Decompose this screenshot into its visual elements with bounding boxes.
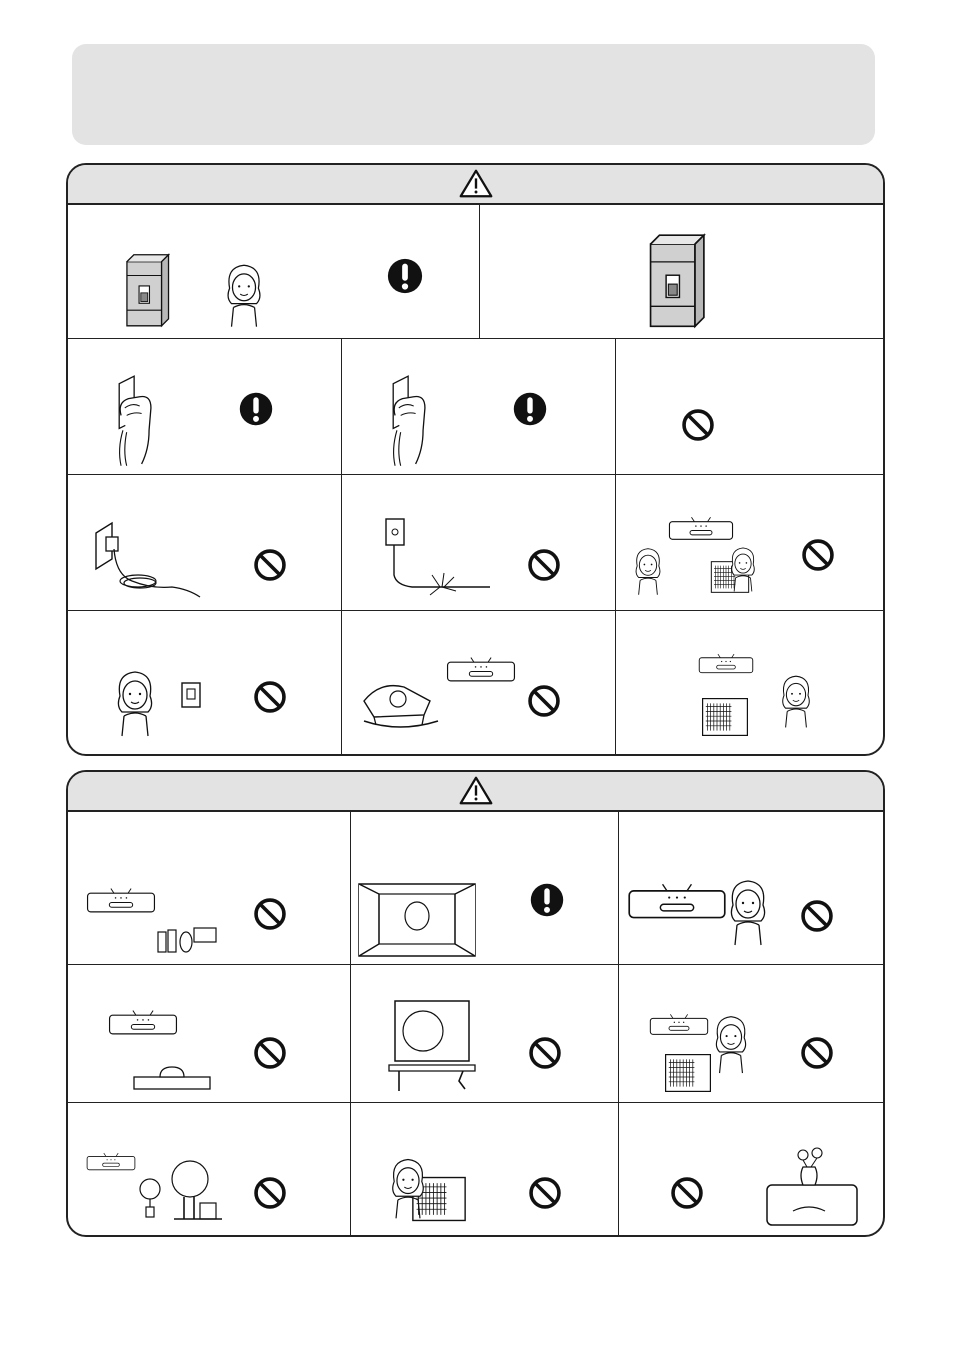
person-with-plants-illustration: [709, 1009, 753, 1079]
caution-cell-1-1: [68, 810, 351, 965]
coiled-power-cord-illustration: [92, 519, 202, 599]
prohibited-icon: [526, 683, 562, 719]
prohibited-icon: [252, 896, 288, 932]
outdoor-unit-on-stand-illustration: [387, 993, 477, 1093]
warning-cell-4-1: [68, 611, 342, 754]
caution-cell-1-3: [619, 810, 885, 965]
vase-on-unit-illustration: [763, 1145, 861, 1229]
prohibited-icon: [252, 679, 288, 715]
warning-cell-4-3: [616, 611, 885, 754]
warning-cell-3-1: [68, 475, 342, 611]
caution-panel-header: [68, 772, 883, 812]
caution-cell-2-2: [351, 965, 619, 1103]
caution-cell-3-1: [68, 1103, 351, 1235]
unit-illustration: [668, 515, 734, 543]
damaged-cord-illustration: [382, 515, 492, 597]
baby-cradle-illustration: [360, 671, 440, 731]
gas-stove-illustration: [132, 1065, 212, 1091]
warning-triangle-icon: [459, 776, 493, 805]
warning-panel-header: [68, 165, 883, 205]
prohibited-icon: [527, 1175, 563, 1211]
prohibited-icon: [799, 898, 835, 934]
caution-cell-2-3: [619, 965, 885, 1103]
hand-pulling-plug-illustration: [382, 371, 438, 471]
unit-illustration: [86, 886, 156, 916]
prohibited-icon: [252, 1035, 288, 1071]
prohibited-icon: [527, 1035, 563, 1071]
caution-cell-1-2: [351, 810, 619, 965]
unit-illustration: [446, 655, 516, 685]
warning-cell-3-2: [342, 475, 616, 611]
circuit-breaker-box-illustration: [640, 233, 710, 333]
prohibited-icon: [680, 407, 716, 443]
mandatory-icon: [529, 882, 565, 918]
plants-illustration: [134, 1157, 224, 1221]
children-illustration: [726, 541, 760, 597]
outdoor-unit-illustration: [698, 697, 752, 737]
mandatory-icon: [238, 391, 274, 427]
outdoor-unit-illustration: [663, 1053, 713, 1093]
warning-triangle-icon: [459, 169, 493, 198]
person-illustration: [723, 872, 773, 952]
unit-illustration: [627, 882, 727, 922]
children-illustration: [630, 541, 666, 601]
unit-illustration: [649, 1011, 709, 1039]
caution-panel: [66, 770, 885, 1237]
warning-cell-2-2: [342, 339, 616, 475]
warning-cell-4-2: [342, 611, 616, 754]
unit-illustration: [86, 1149, 136, 1175]
mandatory-icon: [386, 257, 424, 295]
food-items-illustration: [154, 920, 220, 954]
caution-cell-3-2: [351, 1103, 619, 1235]
prohibited-icon: [252, 547, 288, 583]
prohibited-icon: [800, 537, 836, 573]
prohibited-icon: [669, 1175, 705, 1211]
warning-cell-2-3: [616, 339, 885, 475]
warning-cell-1-1: [68, 203, 480, 339]
person-illustration: [110, 665, 160, 741]
warning-cell-2-1: [68, 339, 342, 475]
outlet-illustration: [180, 681, 204, 711]
caution-cell-3-3: [619, 1103, 885, 1235]
window-illustration: [357, 880, 477, 958]
unit-illustration: [108, 1005, 178, 1041]
person-illustration: [776, 661, 816, 741]
hand-inserting-plug-illustration: [108, 371, 164, 471]
warning-cell-1-2: [480, 203, 885, 339]
warning-cell-3-3: [616, 475, 885, 611]
person-on-phone-illustration: [220, 261, 268, 329]
child-climbing-illustration: [385, 1143, 431, 1233]
title-banner: [72, 44, 875, 145]
warning-panel: [66, 163, 885, 756]
mandatory-icon: [512, 391, 548, 427]
prohibited-icon: [252, 1175, 288, 1211]
prohibited-icon: [799, 1035, 835, 1071]
prohibited-icon: [526, 547, 562, 583]
caution-cell-2-1: [68, 965, 351, 1103]
unit-illustration: [698, 651, 754, 677]
circuit-breaker-illustration: [120, 253, 172, 331]
